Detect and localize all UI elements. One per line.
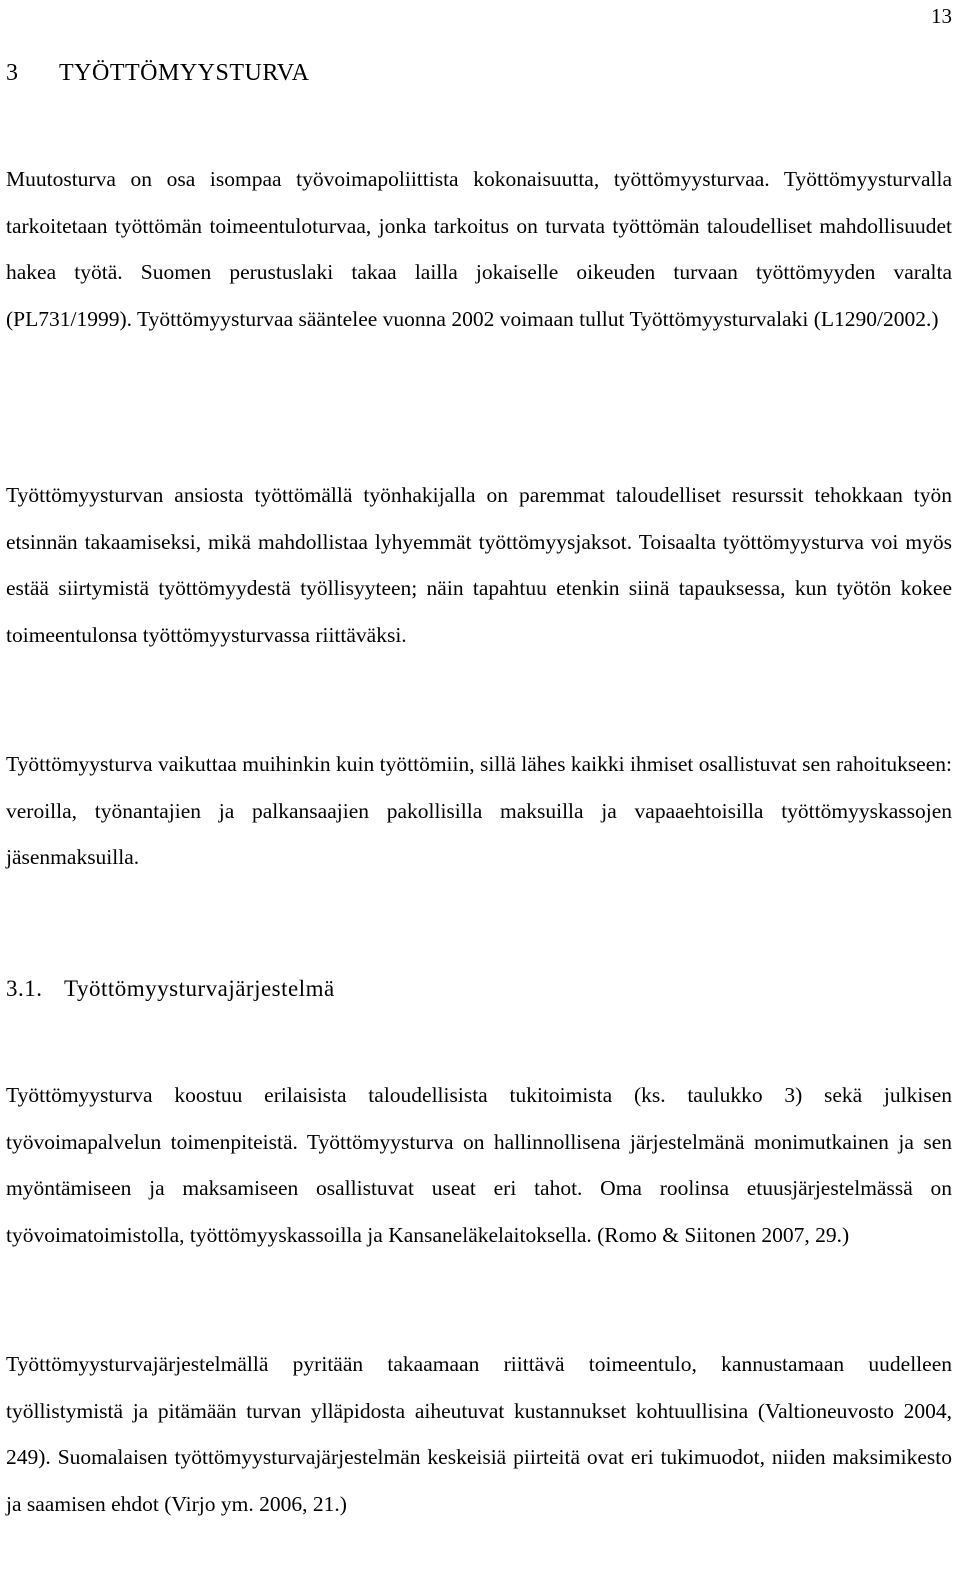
subsection-heading bbox=[6, 976, 335, 1002]
paragraph-system-structure: Työttömyysturva koostuu erilaisista taloudellisista tukitoimista (ks. taulukko 3) sekä julkisen työvoimapalvelun toimenpiteistä. Työttömyysturva on hallinnollisena järjestelmänä monimutkainen ja sen myöntämiseen ja maksamiseen osallistuvat useat eri tahot. Oma roolinsa etuusjärjestelmässä on työvoimatoimistolla, työttömyyskassoilla ja Kansaneläkelaitoksella. (Romo & Siitonen 2007, 29.) bbox=[6, 1083, 952, 1247]
subsection-number: 3.1. bbox=[6, 976, 43, 1001]
paragraph-funding: Työttömyysturva vaikuttaa muihinkin kuin työttömiin, sillä lähes kaikki ihmiset osallistuvat sen rahoitukseen: veroilla, työnantajien ja palkansaajien pakollisilla maksuilla ja vapaaehtoisilla työttömyyskassojen jäsenmaksuilla. bbox=[6, 752, 952, 869]
paragraph-intro: Muutosturva on osa isompaa työvoimapoliittista kokonaisuutta, työttömyysturvaa. Työttömyysturvalla tarkoitetaan työttömän toimeentuloturvaa, jonka tarkoitus on turvata työttömän taloudelliset mahdollisuudet hakea työtä. Suomen perustuslaki takaa lailla jokaiselle oikeuden turvaan työttömyyden varalta (PL731/1999). Työttömyysturvaa sääntelee vuonna 2002 voimaan tullut Työttömyysturvalaki (L1290/2002.) bbox=[6, 167, 952, 331]
page-number: 13 bbox=[931, 4, 952, 28]
section-title: TYÖTTÖMYYSTURVA bbox=[59, 60, 310, 86]
paragraph-system-goals: Työttömyysturvajärjestelmällä pyritään takaamaan riittävä toimeentulo, kannustamaan uudelleen työllistymistä ja pitämään turvan ylläpidosta aiheutuvat kustannukset kohtuullisina (Valtioneuvosto 2004, 249). Suomalaisen työttömyysturvajärjestelmän keskeisiä piirteitä ovat eri tukimuodot, niiden maksimikesto ja saamisen ehdot (Virjo ym. 2006, 21.) bbox=[6, 1352, 952, 1516]
subsection-title: Työttömyysturvajärjestelmä bbox=[64, 976, 335, 1001]
paragraph-benefits: Työttömyysturvan ansiosta työttömällä työnhakijalla on paremmat taloudelliset resurssit tehokkaan työn etsinnän takaamiseksi, mikä mahdollistaa lyhyemmät työttömyysjaksot. Toisaalta työttömyysturva voi myös estää siirtymistä työttömyydestä työllisyyteen; näin tapahtuu etenkin siinä tapauksessa, kun työtön kokee toimeentulonsa työttömyysturvassa riittäväksi. bbox=[6, 483, 952, 647]
section-number: 3 bbox=[6, 60, 19, 86]
section-heading bbox=[6, 60, 309, 87]
